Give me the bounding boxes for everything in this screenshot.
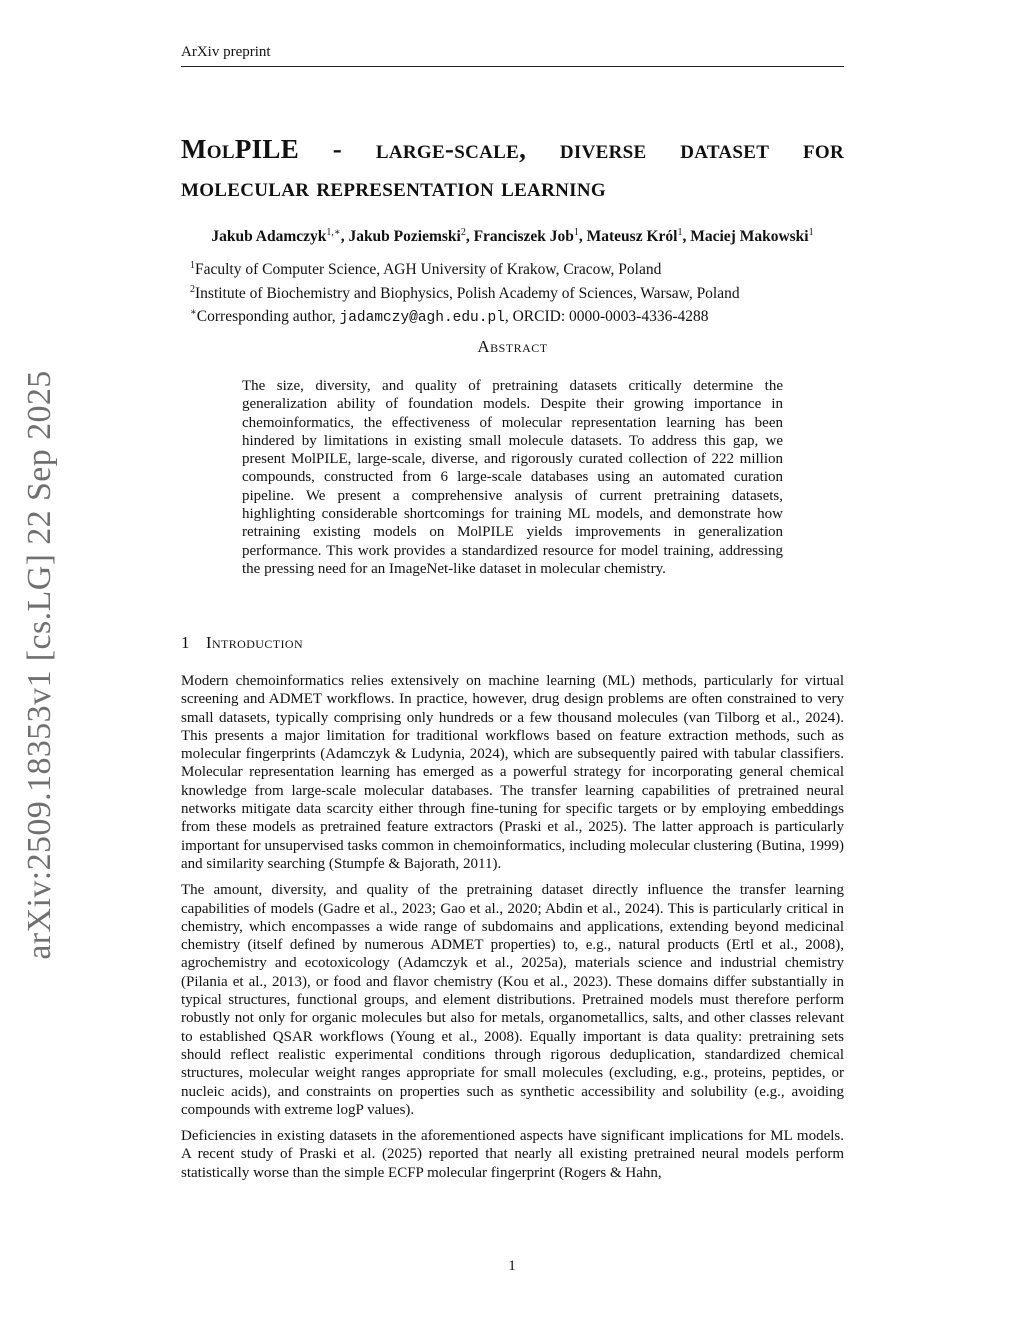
orcid-text: , ORCID: 0000-0003-4336-4288: [504, 308, 709, 326]
author-list: [181, 227, 844, 246]
author-separator: ,: [682, 228, 691, 246]
corresponding-mark: ∗: [190, 307, 197, 319]
corresponding-author-line: [190, 303, 740, 329]
section-heading: [181, 633, 303, 653]
page-number: 1: [508, 1258, 516, 1274]
author-name: Jakub Poziemski: [348, 228, 461, 246]
author-separator: ,: [578, 228, 587, 246]
section-title: Introduction: [205, 633, 304, 652]
affiliation-text: Institute of Biochemistry and Biophysics, Polish Academy of Sciences, Warsaw, Poland: [195, 284, 740, 302]
abstract-heading: Abstract: [477, 337, 548, 356]
body-paragraph: Modern chemoinformatics relies extensively on machine learning (ML) methods, particularly for virtual screening and ADMET workflows. In practice, however, drug design problems are often constrained to very small datasets, typically comprising only hundreds or a few thousand molecules (van Tilborg et al., 2024). This presents a major limitation for traditional workflows based on feature extraction methods, such as molecular fingerprints (Adamczyk & Ludynia, 2024), which are subsequently paired with tabular classifiers. Molecular representation learning has emerged as a powerful strategy for incorporating general chemical knowledge from large-scale molecular databases. The transfer learning capabilities of pretrained neural networks mitigate data scarcity either through fine-tuning for specific targets or by employing embeddings from these models as pretrained feature extractors (Praski et al., 2025). The latter approach is particularly important for unsupervised tasks common in chemoinformatics, including molecular clustering (Butina, 1999) and similarity searching (Stumpfe & Bajorath, 2011).: [181, 673, 844, 872]
author-name: Mateusz Król: [586, 228, 678, 246]
email-link[interactable]: jadamczy@agh.edu.pl: [339, 310, 505, 327]
arxiv-identifier[interactable]: arXiv:2509.18353v1 [cs.LG] 22 Sep 2025: [21, 370, 58, 960]
corresponding-prefix: Corresponding author,: [196, 308, 340, 326]
header-rule: [181, 66, 844, 67]
author-mark: 1: [677, 227, 683, 238]
author-name: Maciej Makowski: [690, 228, 809, 246]
affiliation-mark: 1: [190, 260, 195, 271]
section-number: 1: [181, 633, 190, 652]
paper-title: [181, 130, 844, 206]
introduction-body: [181, 672, 844, 1190]
affiliation-line: [190, 280, 740, 304]
author-separator: ,: [465, 228, 474, 246]
author-name: Franciszek Job: [473, 228, 574, 246]
affiliation-mark: 2: [190, 283, 195, 295]
title-line-2: molecular representation learning: [181, 172, 606, 202]
author-mark: 1: [808, 227, 814, 238]
author-mark: 1: [573, 227, 579, 238]
affiliations: [190, 256, 740, 329]
author-name: Jakub Adamczyk: [211, 228, 327, 246]
affiliation-text: Faculty of Computer Science, AGH University of Krakow, Cracow, Poland: [195, 261, 662, 279]
body-paragraph: Deficiencies in existing datasets in the aforementioned aspects have significant implications for ML models. A recent study of Praski et al. (2025) reported that nearly all existing pretrained neural models perform statistically worse than the simple ECFP molecular fingerprint (Rogers & Hahn,: [181, 1128, 844, 1181]
abstract-body: The size, diversity, and quality of pretraining datasets critically determine the generalization ability of foundation models. Despite their growing importance in chemoinformatics, the effectiveness of molecular representation learning has been hindered by limitations in existing small molecule datasets. To address this gap, we present MolPILE, large-scale, diverse, and rigorously curated collection of 222 million compounds, constructed from 6 large-scale databases using an automated curation pipeline. We present a comprehensive analysis of current pretraining datasets, highlighting considerable shortcomings for training ML models, and demonstrate how retraining existing models on MolPILE yields improvements in generalization performance. This work provides a standardized resource for model training, addressing the pressing need for an ImageNet-like dataset in molecular chemistry.: [242, 378, 783, 577]
running-header: ArXiv preprint: [181, 44, 271, 60]
author-mark: 2: [460, 227, 466, 238]
author-separator: ,: [340, 228, 349, 246]
body-paragraph: The amount, diversity, and quality of the pretraining dataset directly influence the transfer learning capabilities of models (Gadre et al., 2023; Gao et al., 2020; Abdin et al., 2024). This is particularly critical in chemistry, which encompasses a wide range of subdomains and applications, extending beyond medicinal chemistry (itself defined by numerous ADMET properties) to, e.g., natural products (Ertl et al., 2008), agrochemistry and ecotoxicology (Adamczyk et al., 2025a), materials science and industrial chemistry (Pilania et al., 2013), or food and flavor chemistry (Kou et al., 2023). These domains differ substantially in typical structures, functional groups, and element distributions. Pretrained models must therefore perform robustly not only for organic molecules but also for metals, organometallics, salts, and other classes relevant to established QSAR workflows (Young et al., 2008). Equally important is data quality: pretraining sets should reflect realistic experimental conditions through rigorous deduplication, standardized chemical structures, molecular weight ranges appropriate for small molecules (excluding, e.g., proteins, peptides, or nucleic acids), and constraints on properties such as synthetic accessibility and solubility (e.g., avoiding compounds with extreme logP values).: [181, 882, 844, 1118]
title-line-1: MolPILE - large-scale, diverse dataset for: [181, 134, 844, 164]
author-mark: 1,∗: [326, 227, 341, 238]
affiliation-line: [190, 256, 740, 280]
